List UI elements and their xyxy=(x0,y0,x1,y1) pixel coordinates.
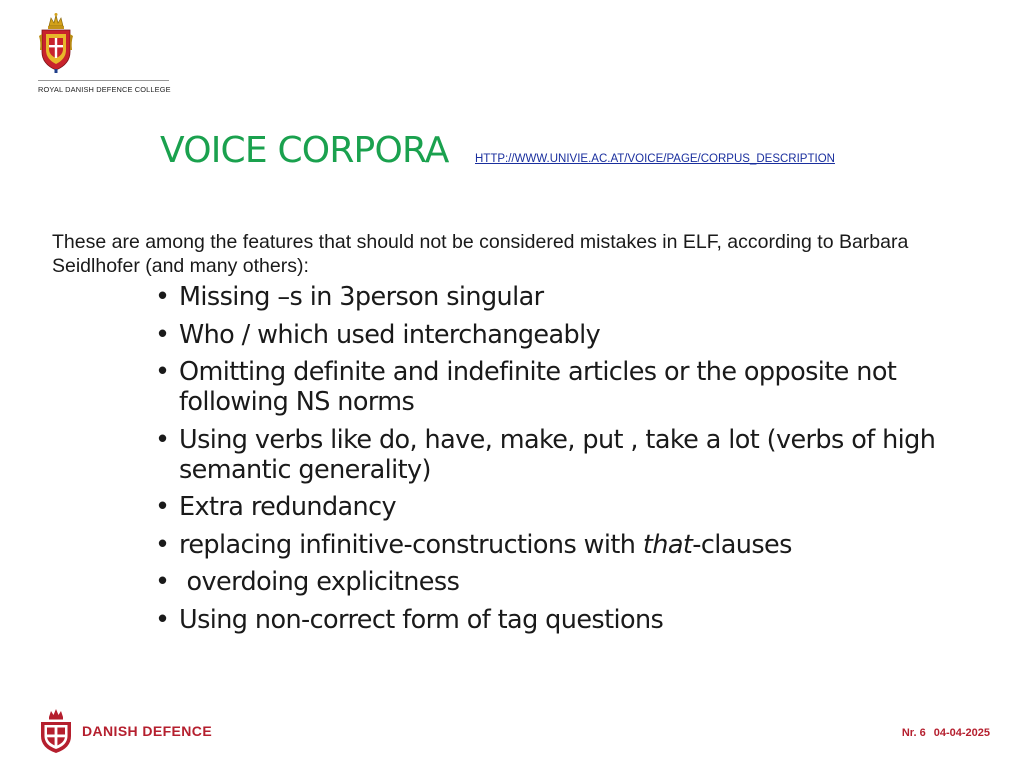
bullet-icon: • xyxy=(155,492,170,522)
slide-date: 04-04-2025 xyxy=(933,727,990,739)
page-number: Nr. 6 xyxy=(901,727,926,739)
list-item xyxy=(155,530,985,560)
footer-logo-text: DANISH DEFENCE xyxy=(82,723,213,739)
feature-list xyxy=(155,282,985,642)
bullet-text: Using non-correct form of tag questions xyxy=(179,604,664,635)
bullet-text: Who / which used interchangeably xyxy=(179,319,601,350)
bullet-icon: • xyxy=(155,319,170,350)
bullet-icon: • xyxy=(155,604,170,635)
bullet-text-after: -clauses xyxy=(692,529,792,560)
bullet-text: Extra redundancy xyxy=(179,492,397,522)
header-divider xyxy=(38,80,169,81)
list-item xyxy=(155,282,985,312)
bullet-icon: • xyxy=(155,282,170,312)
list-item xyxy=(155,492,985,522)
list-item xyxy=(155,320,985,350)
corpus-description-link[interactable]: HTTP://WWW.UNIVIE.AC.AT/VOICE/PAGE/CORPUS_DESCRIPTION xyxy=(475,153,835,165)
list-item xyxy=(155,425,985,485)
bullet-icon: • xyxy=(155,424,170,455)
bullet-icon: • xyxy=(155,529,170,560)
royal-crest-icon xyxy=(38,12,74,74)
slide-title: VOICE CORPORA xyxy=(160,130,449,171)
list-item xyxy=(155,357,985,417)
bullet-text: Using verbs like do, have, make, put , take a lot (verbs of high semantic generality) xyxy=(179,424,936,485)
footer-logo xyxy=(38,708,212,754)
college-name: ROYAL DANISH DEFENCE COLLEGE xyxy=(38,85,171,94)
list-item xyxy=(155,567,985,597)
bullet-emphasis: that xyxy=(642,529,693,560)
bullet-icon: • xyxy=(155,567,170,597)
crowned-cross-shield-icon xyxy=(38,708,74,754)
bullet-text: Omitting definite and indefinite articles or the opposite not following NS norms xyxy=(179,357,897,417)
bullet-text: overdoing explicitness xyxy=(179,567,460,597)
page-info xyxy=(894,727,990,739)
intro-paragraph: These are among the features that should not be considered mistakes in ELF, according to Barbara Seidlhofer (and many others): xyxy=(52,231,909,277)
bullet-text: Missing –s in 3person singular xyxy=(179,282,544,312)
bullet-text-before: replacing infinitive-constructions with xyxy=(179,529,643,560)
list-item xyxy=(155,605,985,635)
bullet-icon: • xyxy=(155,357,170,387)
